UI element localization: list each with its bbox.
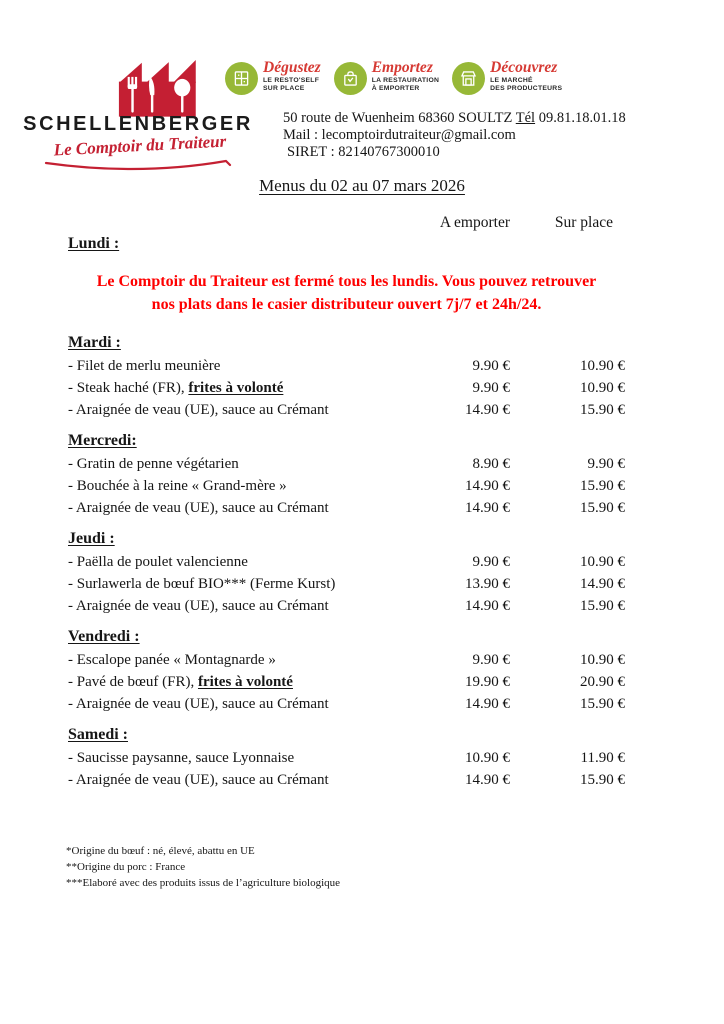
cutlery-factory-logo-icon — [98, 56, 218, 118]
price-takeaway: 9.90 € — [472, 554, 510, 570]
dish-name — [68, 769, 400, 791]
price-takeaway: 8.90 € — [472, 456, 510, 472]
dish-name — [68, 355, 400, 377]
dish-name — [68, 399, 400, 421]
price-takeaway: 14.90 € — [465, 696, 510, 712]
menu-item-row — [68, 355, 625, 377]
dish-name — [68, 377, 400, 399]
dish-name-text: - Saucisse paysanne, sauce Lyonnaise — [68, 750, 295, 766]
menu-item-row — [68, 399, 625, 421]
dish-name — [68, 693, 400, 715]
column-header-onsite: Sur place — [554, 214, 613, 231]
day-label-mardi: Mardi : — [68, 334, 121, 351]
market-stall-icon — [452, 62, 485, 95]
price-onsite: 14.90 € — [580, 576, 625, 592]
badge-caption-line: DES PRODUCTEURS — [490, 85, 563, 93]
price-onsite: 10.90 € — [580, 358, 625, 374]
badge-caption-line: SUR PLACE — [263, 85, 305, 93]
badge-text — [372, 60, 439, 94]
takeaway-bag-icon — [334, 62, 367, 95]
price-onsite: 15.90 € — [580, 478, 625, 494]
dish-name-text: - Paëlla de poulet valencienne — [68, 554, 248, 570]
dish-name-text: - Surlawerla de bœuf BIO*** (Ferme Kurst) — [68, 576, 336, 592]
day-section-mercredi — [68, 431, 625, 519]
day-section-samedi — [68, 725, 625, 791]
badge-caption — [372, 77, 439, 94]
price-takeaway: 9.90 € — [472, 652, 510, 668]
menu-item-row — [68, 671, 625, 693]
price-takeaway: 14.90 € — [465, 402, 510, 418]
badge-decouvrez — [452, 60, 562, 95]
contact-block — [283, 110, 626, 160]
day-section-mardi — [68, 333, 625, 421]
dish-name-text: - Araignée de veau (UE), sauce au Crémant — [68, 696, 329, 712]
day-label-vendredi: Vendredi : — [68, 628, 140, 645]
badge-caption-line: LE RESTO'SELF — [263, 77, 320, 84]
column-spacer — [68, 213, 400, 232]
menu-item-row — [68, 453, 625, 475]
dish-name — [68, 475, 400, 497]
price-onsite: 10.90 € — [580, 554, 625, 570]
price-onsite: 15.90 € — [580, 402, 625, 418]
dish-name — [68, 595, 400, 617]
footnote: *Origine du bœuf : né, élevé, abattu en UE — [66, 845, 255, 857]
price-onsite: 11.90 € — [580, 750, 625, 766]
menu-content — [68, 213, 625, 791]
dish-name-text: - Gratin de penne végétarien — [68, 456, 239, 472]
dish-name — [68, 747, 400, 769]
address-line — [283, 110, 626, 127]
monday-closed-notice — [68, 270, 625, 316]
brand-wordmark: SCHELLENBERGER — [23, 113, 253, 135]
dish-name — [68, 573, 400, 595]
dish-name-text: - Araignée de veau (UE), sauce au Crémant — [68, 772, 329, 788]
dish-name-text: - Araignée de veau (UE), sauce au Crémant — [68, 402, 329, 418]
price-takeaway: 14.90 € — [465, 478, 510, 494]
day-section-jeudi — [68, 529, 625, 617]
dish-name-text: - Escalope panée « Montagnarde » — [68, 652, 276, 668]
menu-item-row — [68, 693, 625, 715]
price-takeaway: 14.90 € — [465, 598, 510, 614]
badge-script-label: Emportez — [371, 59, 433, 76]
column-header-takeaway: A emporter — [439, 214, 510, 231]
price-onsite: 15.90 € — [580, 500, 625, 516]
badge-degustez — [225, 60, 321, 95]
dish-name-text: - Araignée de veau (UE), sauce au Crémant — [68, 598, 329, 614]
dish-name-text: - Steak haché (FR), — [68, 380, 189, 396]
badge-script-label: Découvrez — [490, 59, 558, 76]
menu-item-row — [68, 595, 625, 617]
brand-tagline: Le Comptoir du Traiteur — [53, 131, 227, 160]
price-takeaway: 14.90 € — [465, 772, 510, 788]
menu-item-row — [68, 747, 625, 769]
dish-name-emphasis: frites à volonté — [197, 674, 293, 690]
badge-text — [490, 60, 562, 94]
dish-name-text: - Filet de merlu meunière — [68, 358, 221, 374]
menu-days — [68, 333, 625, 791]
price-column-headers — [68, 213, 625, 232]
dish-name-emphasis: frites à volonté — [188, 380, 284, 396]
badge-caption — [490, 77, 562, 94]
price-takeaway: 19.90 € — [465, 674, 510, 690]
price-onsite: 15.90 € — [580, 598, 625, 614]
menu-item-row — [68, 475, 625, 497]
badge-caption-line: LE MARCHÉ — [490, 77, 533, 84]
price-takeaway: 14.90 € — [465, 500, 510, 516]
dish-name — [68, 671, 400, 693]
price-onsite: 20.90 € — [580, 674, 625, 690]
price-onsite: 9.90 € — [587, 456, 625, 472]
price-onsite: 15.90 € — [580, 772, 625, 788]
footnote: **Origine du porc : France — [66, 860, 186, 873]
phone-label: Tél — [515, 110, 536, 126]
dish-name-text: - Pavé de bœuf (FR), — [68, 674, 198, 690]
address-text: 50 route de Wuenheim 68360 SOULTZ — [283, 110, 516, 126]
dish-name — [68, 649, 400, 671]
menu-item-row — [68, 497, 625, 519]
badges-row — [225, 60, 562, 95]
monday-closed-notice-line2: nos plats dans le casier distributeur ouvert 7j/7 et 24h/24. — [151, 296, 542, 313]
price-takeaway: 10.90 € — [465, 750, 510, 766]
menu-item-row — [68, 377, 625, 399]
footnotes-block — [66, 844, 340, 891]
badge-text — [263, 60, 321, 94]
dish-name-text: - Bouchée à la reine « Grand-mère » — [68, 478, 287, 494]
day-label-jeudi: Jeudi : — [68, 530, 115, 547]
dish-name-text: - Araignée de veau (UE), sauce au Crémant — [68, 500, 329, 516]
badge-script-label: Dégustez — [263, 59, 321, 76]
menu-item-row — [68, 573, 625, 595]
dish-name — [68, 551, 400, 573]
menu-title: Menus du 02 au 07 mars 2026 — [259, 176, 465, 195]
day-label-lundi: Lundi : — [68, 235, 120, 252]
tagline-swoosh-underline-icon — [44, 159, 234, 173]
day-label-mercredi: Mercredi: — [68, 432, 137, 449]
price-takeaway: 9.90 € — [472, 380, 510, 396]
price-onsite: 10.90 € — [580, 380, 625, 396]
badge-emportez — [334, 60, 439, 95]
siret-line: SIRET : 82140767300010 — [287, 143, 440, 160]
badge-caption — [263, 77, 321, 94]
phone-number: 09.81.18.01.18 — [535, 110, 626, 126]
day-section-vendredi — [68, 627, 625, 715]
day-label-samedi: Samedi : — [68, 726, 128, 743]
badge-caption-line: À EMPORTER — [371, 85, 420, 93]
menu-item-row — [68, 769, 625, 791]
price-takeaway: 13.90 € — [465, 576, 510, 592]
menu-item-row — [68, 649, 625, 671]
mail-line: Mail : lecomptoirdutraiteur@gmail.com — [283, 126, 516, 143]
badge-caption-line: LA RESTAURATION — [371, 77, 440, 84]
dish-name — [68, 453, 400, 475]
price-onsite: 10.90 € — [580, 652, 625, 668]
footnote: ***Elaboré avec des produits issus de l’agriculture biologique — [66, 876, 341, 889]
price-onsite: 15.90 € — [580, 696, 625, 712]
dish-name — [68, 497, 400, 519]
monday-closed-notice-line1: Le Comptoir du Traiteur est fermé tous les lundis. Vous pouvez retrouver — [96, 273, 597, 290]
price-takeaway: 9.90 € — [472, 358, 510, 374]
resto-self-icon — [225, 62, 258, 95]
menu-item-row — [68, 551, 625, 573]
day-section-lundi — [68, 234, 625, 316]
